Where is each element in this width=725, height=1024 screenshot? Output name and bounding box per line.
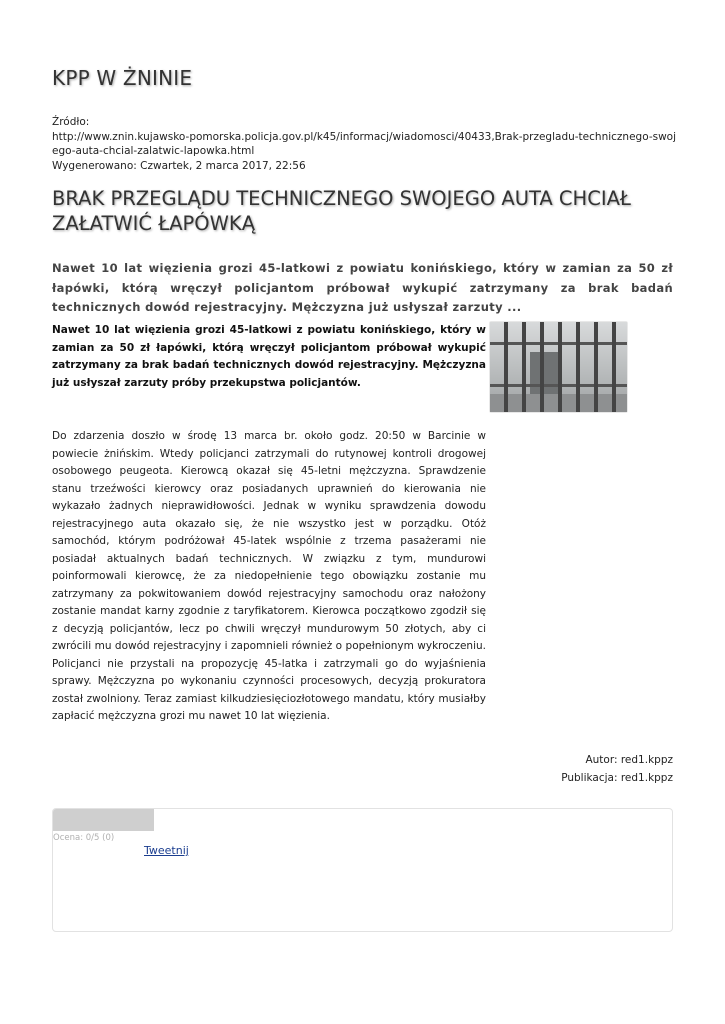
rating-stars[interactable] xyxy=(53,809,154,831)
article-meta xyxy=(52,115,677,173)
article-lead-full: Nawet 10 lat więzienia grozi 45-latkowi z powiatu konińskiego, który w zamian za 50 zł łapówki, którą wręczył policjantom próbował wykupić zatrzymany za brak badań technicznych dowód rejestracyjny. Mężczyzna już usłyszał zarzuty próby przekupstwa policjantów. xyxy=(52,324,486,389)
article-body: Do zdarzenia doszło w środę 13 marca br. około godz. 20:50 w Barcinie w powiecie żnińskim. Wtedy policjanci zatrzymali do rutynowej kontroli drogowej osobowego peugeota. Kierowcą okazał się 45-letni mężczyzna. Sprawdzenie stanu trzeźwości kierowcy oraz posiadanych uprawnień do kierowania nie wykazało żadnych nieprawidłowości. Jednak w wyniku sprawdzenia dowodu rejestracyjnego auta okazało się, że nie wszystko jest w porządku. Otóż samochód, którym podróżował 45-latek wspólnie z trzema pasażerami nie posiadał aktualnych badań technicznych. W związku z tym, mundurowi poinformowali kierowcę, że za niedopełnienie tego obowiązku zostanie mu zatrzymany za pokwitowaniem dowód rejestracyjny samochodu oraz nałożony zostanie mandat karny zgodnie z taryfikatorem. Kierowca początkowo zgodził się z decyzją policjantów, lecz po chwili wręczył mundurowym 50 złotych, aby ci zwrócili mu dowód rejestracyjny i zapomnieli również o popełnionym wykroczeniu. Policjanci nie przystali na propozycję 45-latka i zatrzymali go do wyjaśnienia sprawy. Mężczyzna po wykonaniu czynności procesowych, decyzją prokuratora został zwolniony. Teraz zamiast kilkudziesięciozłotowego mandatu, który musiałby zapłacić mężczyzna grozi mu nawet 10 lat więzienia. xyxy=(52,430,486,722)
author-info xyxy=(561,752,673,787)
article-title: BRAK PRZEGLĄDU TECHNICZNEGO SWOJEGO AUTA CHCIAŁ ZAŁATWIĆ ŁAPÓWKĄ xyxy=(52,187,631,235)
author: Autor: red1.kppz xyxy=(585,754,673,766)
source-url: http://www.znin.kujawsko-pomorska.policja.gov.pl/k45/informacj/wiadomosci/40433,Brak-przegladu-technicznego-swojego-auta-chcial-zalatwic-lapowka.html xyxy=(52,130,677,157)
rating-label: Ocena: 0/5 (0) xyxy=(53,833,115,843)
publication: Publikacja: red1.kppz xyxy=(561,771,673,784)
generated-date: Wygenerowano: Czwartek, 2 marca 2017, 22:56 xyxy=(52,159,306,172)
article-photo xyxy=(490,322,627,412)
site-title: KPP W ŻNINIE xyxy=(52,66,193,90)
article-lead: Nawet 10 lat więzienia grozi 45-latkowi z powiatu konińskiego, który w zamian za 50 zł łapówki, którą wręczył policjantom próbował wykupić zatrzymany za brak badań technicznych dowód rejestracyjny. Mężczyzna już usłyszał zarzuty ... xyxy=(52,261,673,314)
source-label: Źródło: xyxy=(52,116,90,128)
tweet-link[interactable]: Tweetnij xyxy=(144,844,189,857)
rating-box xyxy=(52,808,673,932)
